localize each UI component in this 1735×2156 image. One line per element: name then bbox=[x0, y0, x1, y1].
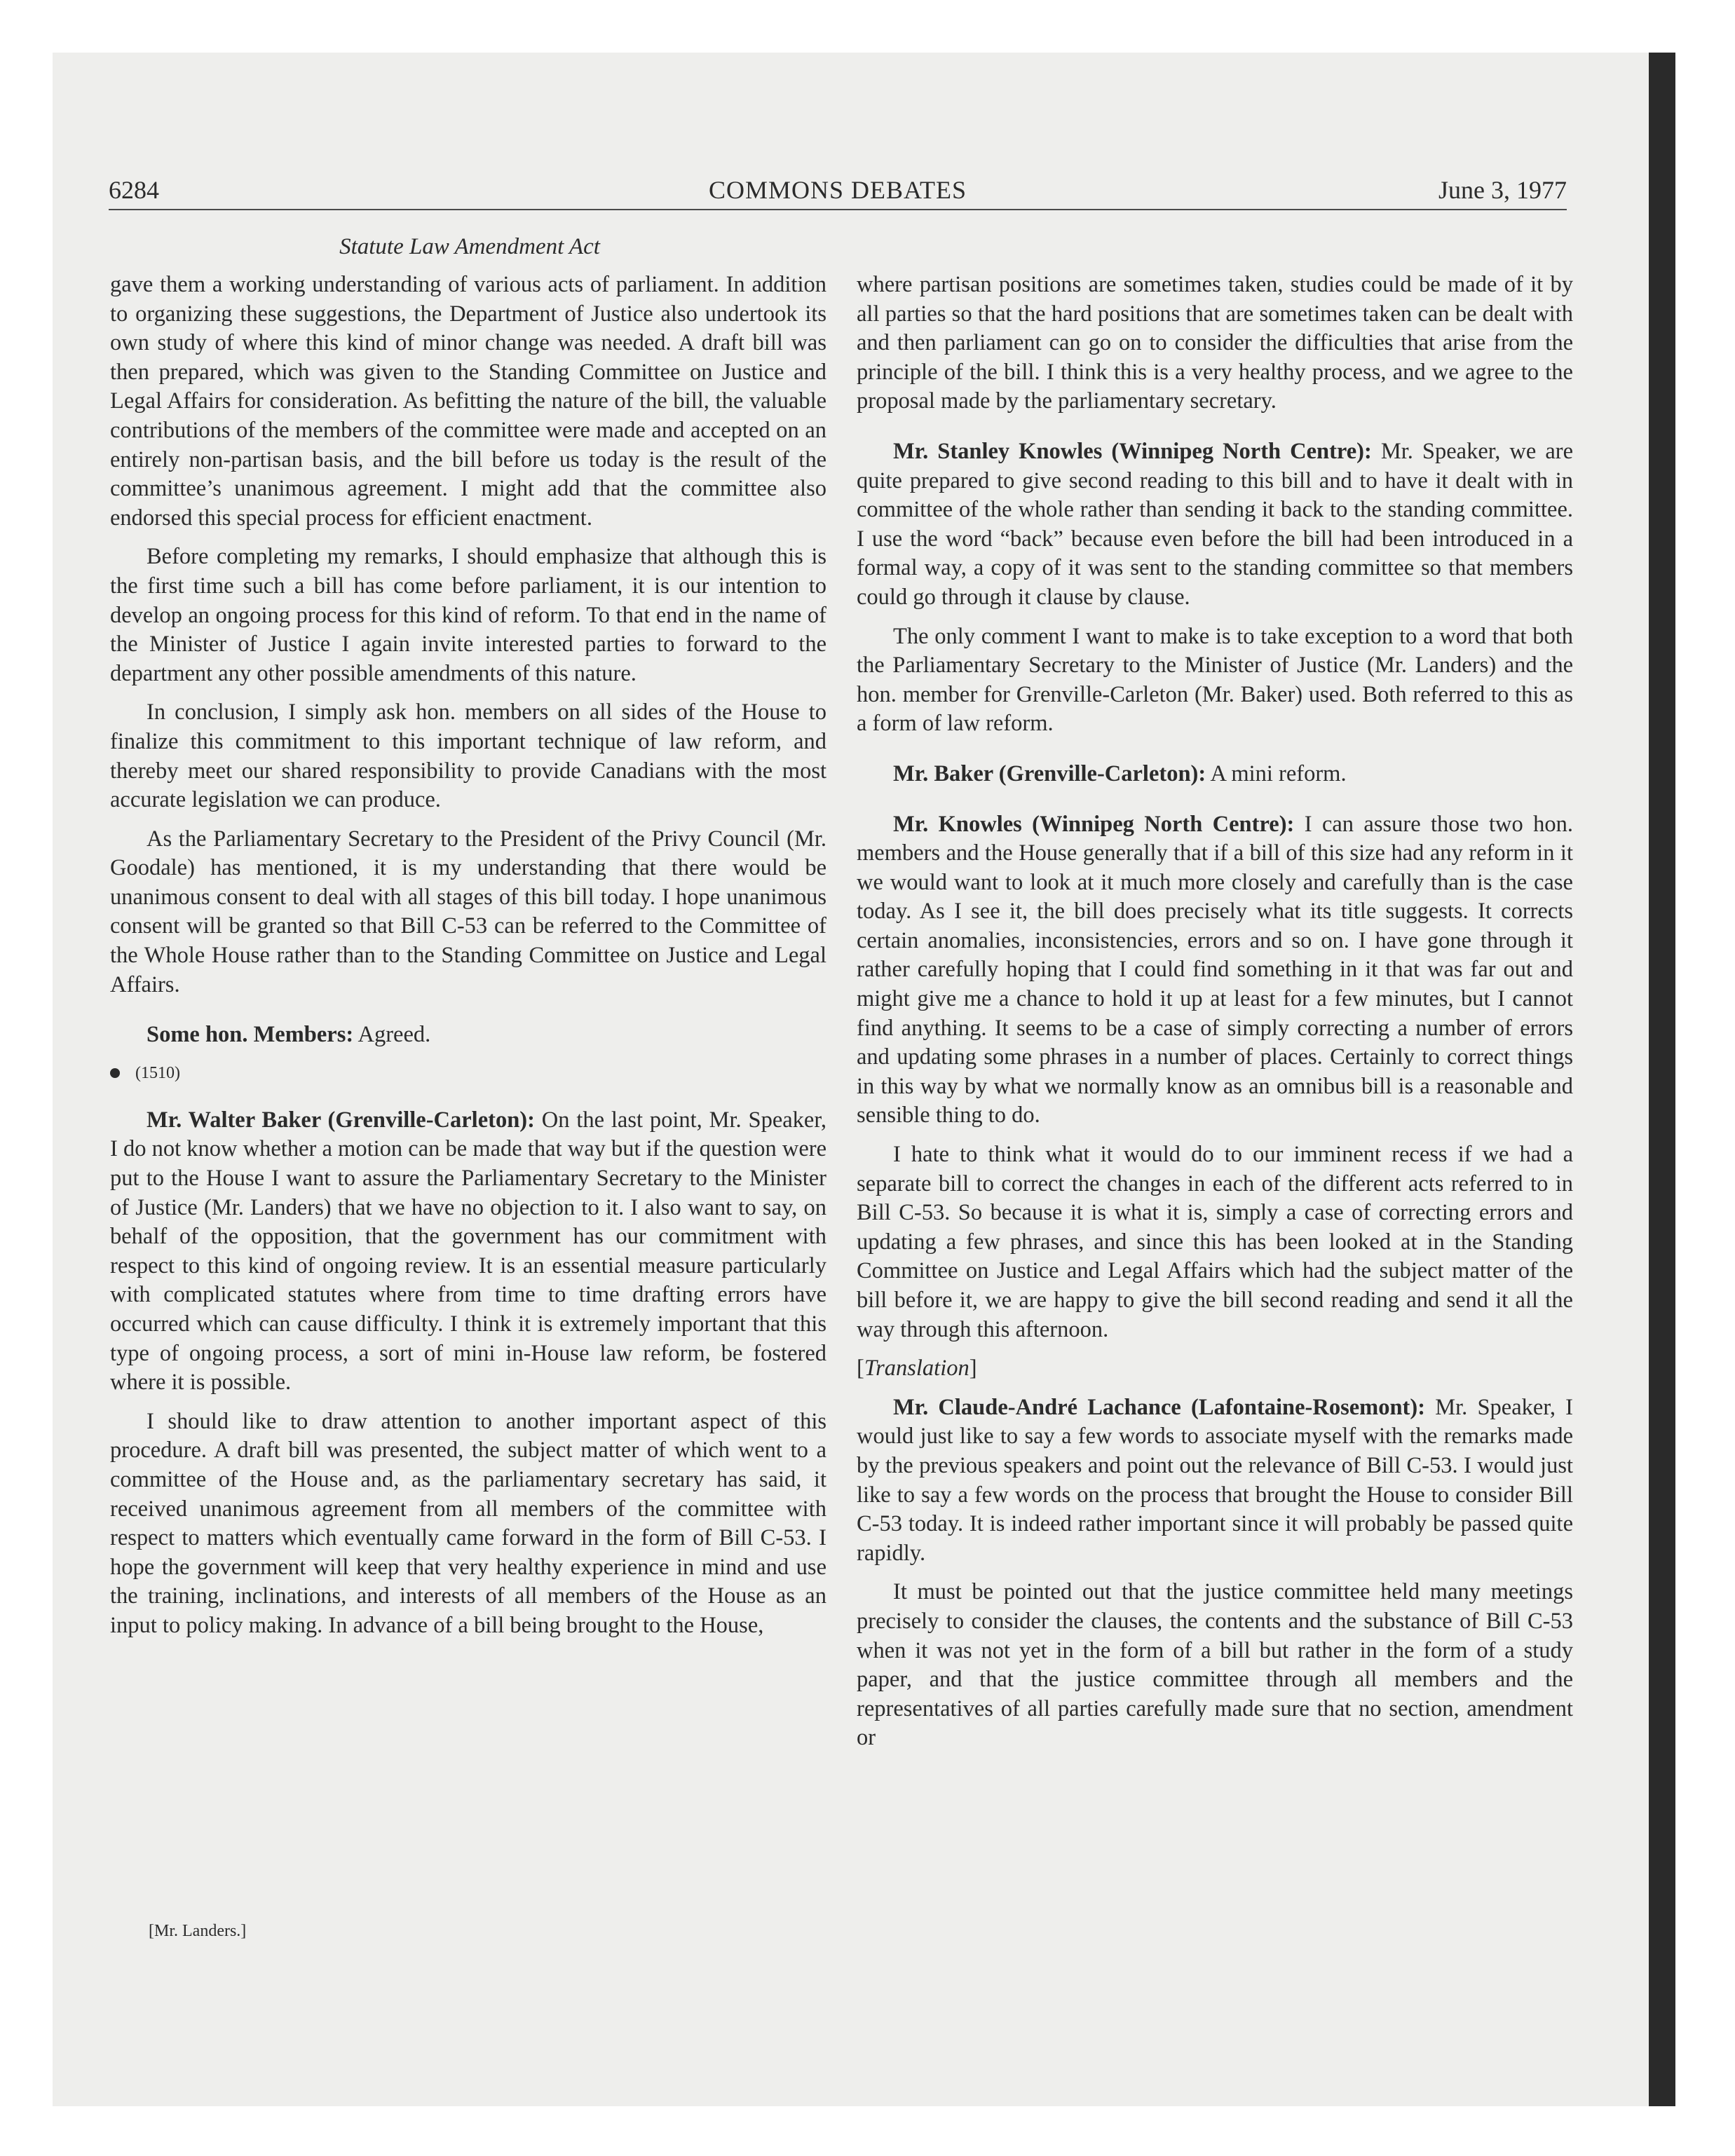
speech-text: A mini reform. bbox=[1206, 760, 1347, 786]
bracket-open: [ bbox=[857, 1356, 864, 1381]
paragraph: Before completing my remarks, I should emphasize that although this is the first time such a bill has come before parliament, it is our intention to develop an ongoing process for this kind of reform. To that end in the name of the Minister of Justice I again invite interested parties to forward to the department any other possible amendments of this nature. bbox=[110, 544, 826, 686]
paragraph: In conclusion, I simply ask hon. members on all sides of the House to finalize this commitment to this important technique of law reform, and thereby meet our shared responsibility to provide Canadians with the most accurate legislation we can produce. bbox=[110, 700, 826, 813]
speech-paragraph bbox=[857, 437, 1573, 613]
paragraph: As the Parliamentary Secretary to the President of the Privy Council (Mr. Goodale) has mentioned, it is my understanding that there would be unanimous consent to deal with all stages of this bill today. I hope unanimous consent will be granted so that Bill C-53 can be referred to the Committee of the Whole House rather than to the Standing Committee on Justice and Legal Affairs. bbox=[110, 826, 826, 997]
speech-paragraph bbox=[857, 760, 1573, 789]
bullet-icon bbox=[110, 1068, 120, 1078]
left-column bbox=[110, 271, 826, 1641]
speech-text: Mr. Speaker, I would just like to say a few words to associate myself with the remarks made by the previous speakers and point out the relevance of Bill C-53. I would just like to say a few words on the process that brought the House to consider Bill C-53 today. It is indeed rather important since it will probably be passed quite rapidly. bbox=[857, 1394, 1573, 1566]
page-header bbox=[109, 175, 1567, 212]
speech-text: Agreed. bbox=[353, 1022, 431, 1048]
speech-text: I can assure those two hon. members and the House generally that if a bill of this size had any reform in it we would want to look at it much more closely and carefully than is the case today. As I see it, the bill does precisely what its title suggests. It corrects certain anomalies, inconsistencies, errors and so on. I have gone through it rather carefully hoping that I could find something in it that was far out and might give me a chance to hold it up at least for a few minutes, but I cannot find anything. It seems to be a case of simply correcting a number of errors and updating some phrases in a number of places. Certainly to correct things in this way by what we normally know as an omnibus bill is a reasonable and sensible thing to do. bbox=[857, 811, 1574, 1128]
time-stamp: (1510) bbox=[135, 1063, 180, 1082]
speech-paragraph bbox=[857, 810, 1573, 1131]
header-date: June 3, 1977 bbox=[1438, 176, 1567, 204]
speaker-name: Some hon. Members: bbox=[147, 1022, 354, 1048]
paragraph: I hate to think what it would do to our imminent recess if we had a separate bill to correct the changes in each of the different acts referred to in Bill C-53. So because it is what it is, simply a case of correcting errors and updating a few phrases, and since this has been looked at in the Standing Committee on Justice and Legal Affairs which had the subject matter of the bill before it, we are happy to give the bill second reading and send it all the way through this afternoon. bbox=[857, 1142, 1573, 1342]
speaker-name: Mr. Walter Baker (Grenville-Carleton): bbox=[147, 1107, 535, 1133]
paragraph: It must be pointed out that the justice committee held many meetings precisely to consider the clauses, the contents and the substance of Bill C-53 when it was not yet in the form of a bill but rather in the form of a study paper, and that the justice committee through all members and the representatives of all parties carefully made sure that no section, amendment or bbox=[857, 1579, 1573, 1751]
page-number: 6284 bbox=[109, 176, 159, 204]
paragraph: gave them a working understanding of various acts of parliament. In addition to organizing these suggestions, the Department of Justice also undertook its own study of where this kind of minor change was needed. A draft bill was then prepared, which was given to the Standing Committee on Justice and Legal Affairs for consideration. As befitting the nature of the bill, the valuable contributions of the members of the committee were made and accepted on an entirely non-partisan basis, and the bill before us today is the result of the committee’s unanimous agreement. I might add that the committee also endorsed this special process for efficient enactment. bbox=[110, 272, 826, 531]
paragraph: The only comment I want to make is to take exception to a word that both the Parliamentary Secretary to the Minister of Justice (Mr. Landers) and the hon. member for Grenville-Carleton (Mr. Baker) used. Both referred to this as a form of law reform. bbox=[857, 623, 1573, 737]
speaker-name: Mr. Baker (Grenville-Carleton): bbox=[893, 760, 1206, 786]
translation-label: Translation bbox=[864, 1356, 969, 1381]
paragraph: where partisan positions are sometimes taken, studies could be made of it by all parties so that the hard positions that are sometimes taken can be dealt with and then parliament can go on to consider the difficulties that arise from the principle of the bill. I think this is a very healthy process, and we agree to the proposal made by the parliamentary secretary. bbox=[857, 272, 1573, 414]
speech-paragraph bbox=[110, 1021, 826, 1050]
bracket-close: ] bbox=[969, 1356, 977, 1381]
running-head: Statute Law Amendment Act bbox=[339, 234, 600, 259]
binding-edge bbox=[1649, 53, 1675, 2106]
speech-paragraph bbox=[857, 1393, 1573, 1569]
footer-attribution: [Mr. Landers.] bbox=[149, 1922, 247, 1940]
speech-paragraph bbox=[110, 1106, 826, 1398]
speech-text: Mr. Speaker, we are quite prepared to give second reading to this bill and to have it dealt with in committee of the whole rather than sending it back to the standing committee. I use the word “back” because even before the bill had been introduced in a formal way, a copy of it was sent to the standing committee so that members could go through it clause by clause. bbox=[857, 438, 1573, 610]
speaker-name: Mr. Knowles (Winnipeg North Centre): bbox=[893, 811, 1295, 837]
speaker-name: Mr. Claude-André Lachance (Lafontaine-Rosemont): bbox=[893, 1394, 1426, 1420]
header-rule bbox=[109, 209, 1567, 210]
speech-text: On the last point, Mr. Speaker, I do not know whether a motion can be made that way but if the question were put to the House I want to assure the Parliamentary Secretary to the Minister of Justice (Mr. Landers) that we have no objection to it. I also want to say, on behalf of the opposition, that the government has our commitment with respect to this kind of ongoing review. It is an essential measure particularly with complicated statutes where from time to time drafting errors have occurred which can cause difficulty. I think it is extremely important that this type of ongoing process, a sort of mini in-House law reform, be fostered where it is possible. bbox=[110, 1107, 826, 1396]
journal-title: COMMONS DEBATES bbox=[708, 176, 967, 204]
time-marker bbox=[110, 1061, 826, 1085]
translation-note bbox=[857, 1354, 1573, 1384]
speaker-name: Mr. Stanley Knowles (Winnipeg North Centre): bbox=[893, 438, 1372, 464]
right-column bbox=[857, 271, 1573, 1753]
paragraph: I should like to draw attention to another important aspect of this procedure. A draft bill was presented, the subject matter of which went to a committee of the House and, as the parliamentary secretary has said, it received unanimous agreement from all members of the committee with respect to matters which eventually came forward in the form of Bill C-53. I hope the government will keep that very healthy experience in mind and use the training, inclinations, and interests of all members of the House as an input to policy making. In advance of a bill being brought to the House, bbox=[110, 1408, 826, 1638]
